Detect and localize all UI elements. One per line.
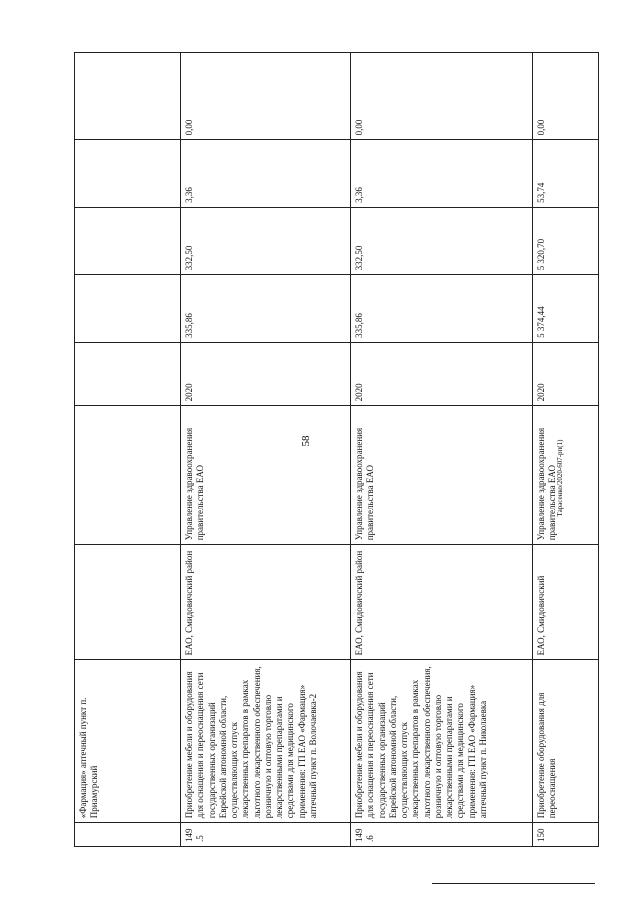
- cell-no: 150: [533, 823, 599, 847]
- cell-responsible: Управление здравоохранения правительства ЕАО: [181, 406, 351, 545]
- table-row: [351, 53, 533, 847]
- cell-name: Приобретение мебели и оборудования для оснащения и переоснащения сети государственных организаций Еврейской автономной области, осуществляющих отпуск лекарственных препаратов в рамках льготного лекарственного обеспечения, розничную и оптовую торговлю лекарственными препаратами и средствами для медицинского применения: ГП ЕАО «Фармация» аптечный пункт п. Волочаевка-2: [181, 660, 351, 823]
- cell-year: 2020: [533, 342, 599, 406]
- cell-responsible: [75, 406, 181, 545]
- cell-other: 0,00: [181, 53, 351, 140]
- cell-other: [75, 53, 181, 140]
- cell-no: 149.6: [351, 823, 533, 847]
- cell-name: Приобретение мебели и оборудования для оснащения и переоснащения сети государственных организаций Еврейской автономной области, осуществляющих отпуск лекарственных препаратов в рамках льготного лекарственного обеспечения, розничную и оптовую торговлю лекарственными препаратами и средствами для медицинского применения: ГП ЕАО «Фармация» аптечный пункт п. Николаевка: [351, 660, 533, 823]
- cell-federal: 5 320,70: [533, 207, 599, 274]
- table-row: [181, 53, 351, 847]
- cell-total: 335,86: [351, 275, 533, 342]
- cell-territory: [75, 545, 181, 660]
- table-row: [75, 53, 181, 847]
- cell-federal: 332,50: [181, 207, 351, 274]
- bottom-divider: [432, 883, 595, 884]
- cell-territory: ЕАО, Смидовичский: [533, 545, 599, 660]
- cell-regional: 3,36: [181, 140, 351, 207]
- cell-name: Приобретение оборудования для переоснащения: [533, 660, 599, 823]
- cell-year: 2020: [181, 342, 351, 406]
- cell-no: 149.5: [181, 823, 351, 847]
- program-table: [74, 52, 598, 847]
- cell-total: [75, 275, 181, 342]
- cell-year: [75, 342, 181, 406]
- cell-total: 335,86: [181, 275, 351, 342]
- cell-territory: ЕАО, Смидовичский район: [351, 545, 533, 660]
- cell-no: [75, 823, 181, 847]
- cell-federal: 332,50: [351, 207, 533, 274]
- cell-name: «Фармация» аптечный пункт п. Приамурский: [75, 660, 181, 823]
- cell-regional: [75, 140, 181, 207]
- cell-responsible: Управление здравоохранения правительства ЕАО: [351, 406, 533, 545]
- cell-regional: 53,74: [533, 140, 599, 207]
- cell-responsible: Управление здравоохранения правительства ЕАО: [533, 406, 599, 545]
- cell-territory: ЕАО, Смидовичский район: [181, 545, 351, 660]
- cell-other: 0,00: [351, 53, 533, 140]
- cell-federal: [75, 207, 181, 274]
- table-row: [533, 53, 599, 847]
- page-number: 58: [300, 435, 312, 447]
- cell-regional: 3,36: [351, 140, 533, 207]
- cell-year: 2020: [351, 342, 533, 406]
- document-code: Тарасенко/2020-607-рп(1): [556, 439, 564, 517]
- cell-other: 0,00: [533, 53, 599, 140]
- cell-total: 5 374,44: [533, 275, 599, 342]
